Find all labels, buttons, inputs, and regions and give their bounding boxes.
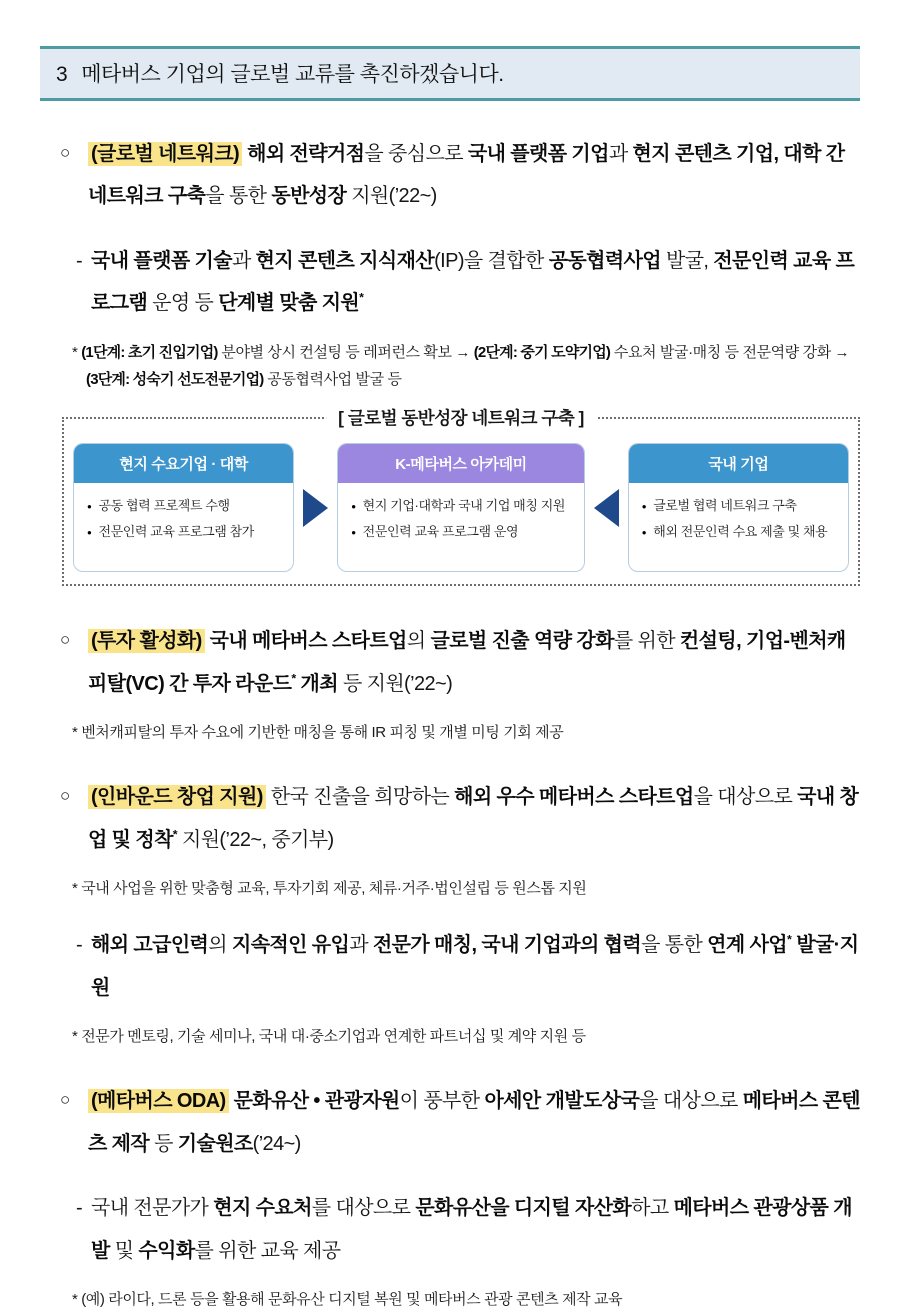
text-segment: 개최 [295,672,338,695]
circle-bullet-icon: ○ [60,1090,70,1110]
text-segment: 발굴·지원 [91,934,859,999]
card-item-list [78,495,287,542]
bullet-dot-icon: ● [87,502,92,512]
text-segment: 연계 사업 [707,934,788,957]
text-segment: * [172,826,178,841]
text-segment: * 국내 사업을 위한 맞춤형 교육, 투자기회 제공, 체류·거주·법인설립 등 원스톱 지원 [72,880,587,898]
dash-bullet-icon: - [76,249,83,272]
text-segment: 국내 전문가가 [91,1197,214,1220]
circle-bullet-icon: ○ [60,143,70,162]
text-segment: 컨설팅, 기업-벤처캐피탈(VC) 간 투자 라운드 [88,630,846,695]
text-segment: 을 중심으로 [364,143,468,165]
card-item-label: 글로벌 협력 네트워크 구축 [653,498,797,514]
text-segment: 를 위한 교육 제공 [194,1239,341,1262]
card-bullet-item [78,495,287,516]
footnote-onestop-support [60,875,860,902]
card-item-list [633,495,842,542]
text-segment: 이 풍부한 [399,1090,485,1113]
text-segment: 메타버스 콘텐츠 제작 [88,1090,860,1155]
text-segment: * [787,932,792,947]
circle-bullet-icon: ○ [60,630,70,650]
text-segment: 을 대상으로 [639,1090,743,1113]
text-segment: 의 [406,630,431,653]
text-segment: 를 위한 [613,630,680,653]
bullet-dot-icon: ● [87,527,92,537]
bullet-metaverse-oda [60,1080,860,1165]
text-segment: 지원(’22~, 중기부) [177,828,334,851]
text-segment: 기술원조 [177,1132,253,1155]
text-segment: (인바운드 창업 지원) [88,785,266,809]
section-heading [40,46,860,101]
text-segment: 운영 등 [147,292,219,315]
text-segment: 전문가 매칭, 국내 기업과의 협력 [372,934,642,957]
card-bullet-item [633,521,842,542]
text-segment: 현지 콘텐츠 지식재산 [255,249,435,272]
text-segment: * [72,343,82,361]
bullet-global-network [60,133,860,218]
text-segment: 국내 메타버스 스타트업 [209,630,407,653]
text-segment: 국내 창업 및 정착 [88,786,859,851]
card-domestic-companies [628,443,849,572]
text-segment: (1단계: 초기 진입기업) [81,343,218,361]
footnote-stages [60,339,860,394]
card-body [338,483,584,571]
section-title: 메타버스 기업의 글로벌 교류를 촉진하겠습니다. [81,63,504,86]
text-segment: 을 통한 [641,934,708,957]
text-segment: 공동협력사업 발굴 등 [263,370,402,388]
text-segment: 해외 전략거점 [247,143,365,165]
text-segment: 해외 우수 메타버스 스타트업 [454,786,694,809]
diagram-cards-row [73,443,849,572]
text-segment: 을 통한 [205,185,272,208]
text-segment: 발굴, [661,249,714,272]
footnote-vc-matching [60,719,860,746]
text-segment: 를 대상으로 [311,1197,416,1220]
bullet-inbound-startup [60,776,860,861]
card-title: K-메타버스 아카데미 [338,444,584,483]
text-segment: 문화유산 • 관광자원 [233,1090,400,1113]
network-diagram [62,408,860,586]
arrow-wrap [300,489,331,527]
text-segment: 동반성장 [271,185,347,208]
card-k-metaverse-academy [337,443,585,572]
text-segment: * [291,670,296,685]
card-item-label: 공동 협력 프로젝트 수행 [98,498,230,514]
text-segment: * 전문가 멘토링, 기술 세미나, 국내 대·중소기업과 연계한 파트너십 및 계약 지원 등 [72,1028,586,1046]
card-title: 현지 수요기업 · 대학 [74,444,293,483]
card-local-companies [73,443,294,572]
footnote-mentoring [60,1023,860,1050]
text-segment: (’24~) [252,1132,301,1155]
text-segment: (3단계: 성숙기 선도전문기업) [86,370,264,388]
card-item-label: 현지 기업·대학과 국내 기업 매칭 지원 [362,498,566,514]
text-segment: 과 [349,934,373,957]
text-segment: (IP)을 결합한 [434,249,549,272]
subbullet-talent-inflow [76,924,860,1009]
paragraph-text [88,1080,860,1165]
card-body [74,483,293,571]
subbullet-joint-projects [76,240,860,325]
card-item-label: 전문인력 교육 프로그램 운영 [362,523,519,539]
text-segment: 전문인력 교육 프로그램 [91,249,855,315]
text-segment: 국내 플랫폼 기술 [91,249,232,272]
text-segment: (2단계: 중기 도약기업) [473,343,611,361]
paragraph-text [91,924,860,1009]
bullet-dot-icon: ● [351,527,356,537]
card-bullet-item [342,495,578,516]
text-segment: (투자 활성화) [88,629,205,653]
card-title: 국내 기업 [629,444,848,483]
card-bullet-item [342,521,578,542]
text-segment: 지원(’22~) [346,185,437,208]
text-segment: 한국 진출을 희망하는 [265,786,455,809]
dash-bullet-icon: - [76,934,83,957]
text-segment: 등 지원(’22~) [337,672,453,695]
text-segment: 의 [208,934,232,957]
subbullet-heritage-digitization [76,1187,860,1272]
circle-bullet-icon: ○ [60,786,70,806]
text-segment: 국내 플랫폼 기업 [467,143,609,165]
arrow-wrap [591,489,622,527]
text-segment: 글로벌 진출 역량 강화 [430,630,614,653]
paragraph-text [88,776,860,861]
card-item-label: 전문인력 교육 프로그램 참가 [98,523,254,539]
card-bullet-item [633,495,842,516]
bullet-dot-icon: ● [641,527,647,537]
bullet-dot-icon: ● [351,502,356,512]
footnote-lidar-drone [60,1286,860,1313]
text-segment: 등 [149,1132,178,1155]
text-segment: 및 [109,1239,139,1262]
text-segment: (메타버스 ODA) [88,1089,229,1113]
arrow-right-icon [303,489,328,527]
text-segment: 현지 수요처 [213,1197,312,1220]
text-segment: 단계별 맞춤 지원 [218,292,360,315]
arrow-left-icon [594,489,619,527]
paragraph-text [91,1187,860,1272]
text-segment: 메타버스 관광상품 개발 [91,1197,852,1262]
text-segment: * [359,290,364,305]
card-body [629,483,848,571]
diagram-title: [ 글로벌 동반성장 네트워크 구축 ] [326,405,596,430]
text-segment: 현지 콘텐츠 기업, 대학 간 네트워크 구축 [88,143,845,208]
card-bullet-item [78,521,287,542]
section-number: 3 [56,63,68,86]
paragraph-text [88,620,860,705]
text-segment: 아세안 개발도상국 [484,1090,640,1113]
text-segment: 수익화 [138,1239,195,1262]
dash-bullet-icon: - [76,1197,83,1220]
bullet-dot-icon: ● [641,502,647,512]
text-segment: 지속적인 유입 [231,934,350,957]
paragraph-text [88,133,860,218]
text-segment: * 벤처캐피탈의 투자 수요에 기반한 매칭을 통해 IR 피칭 및 개별 미팅 기회 제공 [72,723,564,741]
text-segment: 공동협력사업 [548,249,662,272]
text-segment: 수요처 발굴·매칭 등 전문역량 강화 → [610,343,850,361]
card-item-list [342,495,578,542]
text-segment: 과 [608,143,633,165]
text-segment: 하고 [631,1197,674,1220]
document-content [40,133,860,1313]
text-segment: 해외 고급인력 [91,934,209,957]
text-segment: (글로벌 네트워크) [88,142,242,166]
bullet-investment [60,620,860,705]
paragraph-text [91,240,860,325]
text-segment: 분야별 상시 컨설팅 등 레퍼런스 확보 → [217,343,474,361]
text-segment: * (예) 라이다, 드론 등을 활용해 문화유산 디지털 복원 및 메타버스 관광 콘텐츠 제작 교육 [72,1290,623,1308]
text-segment: 문화유산을 디지털 자산화 [415,1197,632,1220]
text-segment: 을 대상으로 [693,786,798,809]
card-item-label: 해외 전문인력 수요 제출 및 채용 [653,523,828,539]
text-segment: 과 [231,249,256,272]
